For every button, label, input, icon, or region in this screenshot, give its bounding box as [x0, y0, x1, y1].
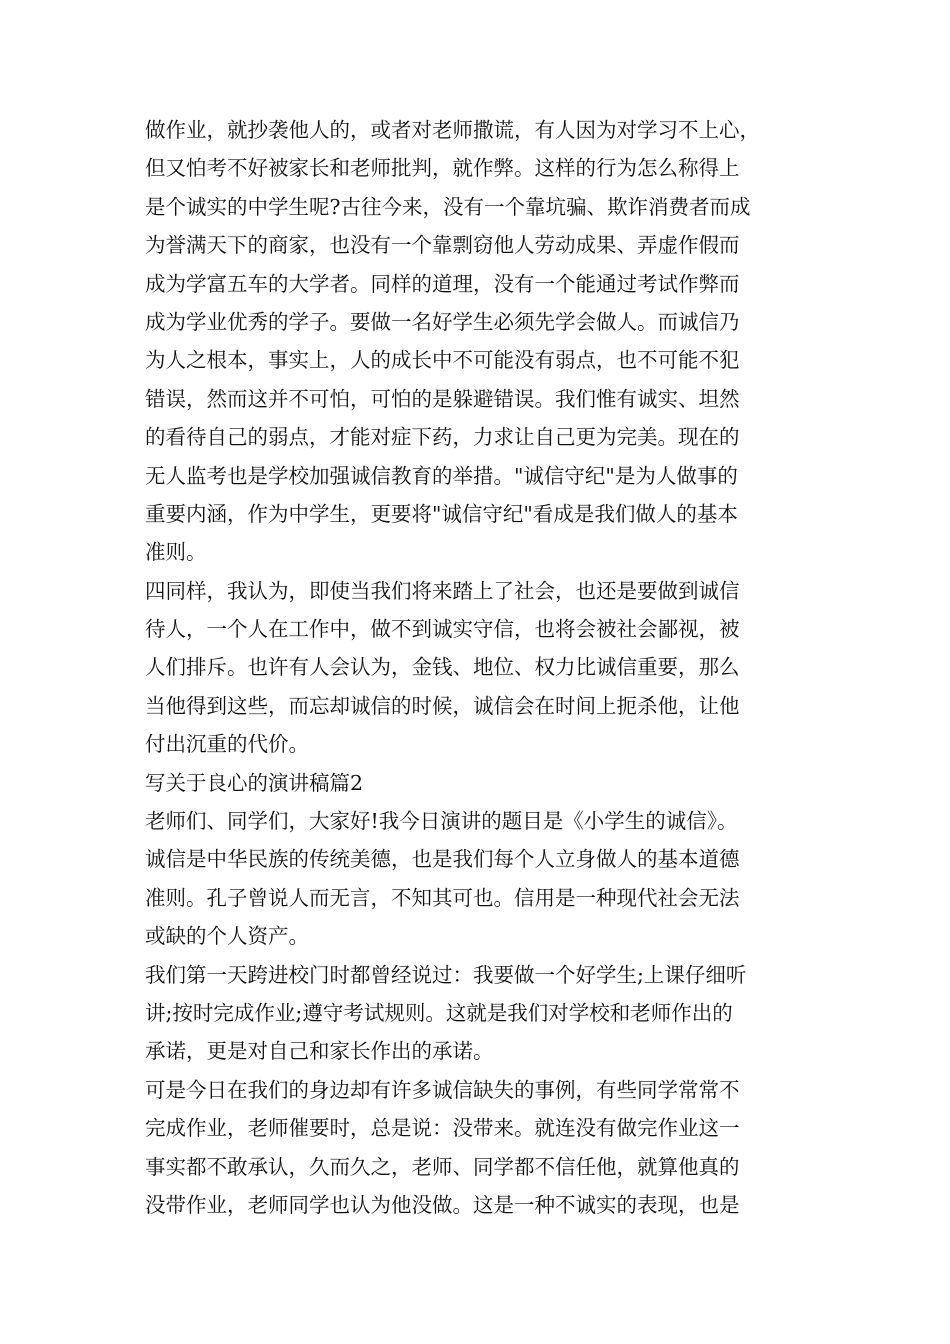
text-line: 我们第一天跨进校门时都曾经说过：我要做一个好学生;上课仔细听: [145, 962, 747, 987]
text-line: 讲;按时完成作业;遵守考试规则。这就是我们对学校和老师作出的: [145, 1000, 733, 1025]
text-line: 可是今日在我们的身边却有许多诚信缺失的事例，有些同学常常不: [145, 1077, 740, 1102]
text-line: 当他得到这些，而忘却诚信的时候，诚信会在时间上扼杀他，让他: [145, 693, 740, 718]
text-line: 无人监考也是学校加强诚信教育的举措。"诚信守纪"是为人做事的: [145, 463, 738, 488]
text-line: 没带作业，老师同学也认为他没做。这是一种不诚实的表现，也是: [145, 1192, 740, 1217]
text-line: 人们排斥。也许有人会认为，金钱、地位、权力比诚信重要，那么: [145, 655, 740, 680]
section-heading: 写关于良心的演讲稿篇2: [145, 770, 364, 795]
text-line: 四同样，我认为，即使当我们将来踏上了社会，也还是要做到诚信: [145, 578, 740, 603]
document-body: [145, 111, 815, 1224]
text-line: 付出沉重的代价。: [145, 732, 309, 757]
text-line: 完成作业，老师催要时，总是说：没带来。就连没有做完作业这一: [145, 1116, 740, 1141]
text-line: 事实都不敢承认，久而久之，老师、同学都不信任他，就算他真的: [145, 1154, 740, 1179]
text-line: 承诺，更是对自己和家长作出的承诺。: [145, 1039, 494, 1064]
text-line: 错误，然而这并不可怕，可怕的是躲避错误。我们惟有诚实、坦然: [145, 386, 740, 411]
text-line: 但又怕考不好被家长和老师批判，就作弊。这样的行为怎么称得上: [145, 156, 740, 181]
text-line: 成为学富五车的大学者。同样的道理，没有一个能通过考试作弊而: [145, 271, 740, 296]
text-line: 成为学业优秀的学子。要做一名好学生必须先学会做人。而诚信乃: [145, 309, 740, 334]
text-line: 准则。孔子曾说人而无言，不知其可也。信用是一种现代社会无法: [145, 885, 740, 910]
text-line: 为誉满天下的商家，也没有一个靠剽窃他人劳动成果、弄虚作假而: [145, 233, 740, 258]
text-line: 为人之根本，事实上，人的成长中不可能没有弱点，也不可能不犯: [145, 348, 740, 373]
text-line: 诚信是中华民族的传统美德，也是我们每个人立身做人的基本道德: [145, 847, 740, 872]
text-line: 待人，一个人在工作中，做不到诚实守信，也将会被社会鄙视，被: [145, 617, 740, 642]
text-line: 的看待自己的弱点，才能对症下药，力求让自己更为完美。现在的: [145, 425, 740, 450]
text-line: 老师们、同学们，大家好!我今日演讲的题目是《小学生的诚信》。: [145, 809, 738, 834]
text-line: 是个诚实的中学生呢?古往今来，没有一个靠坑骗、欺诈消费者而成: [145, 194, 751, 219]
text-line: 准则。: [145, 540, 207, 565]
text-line: 做作业，就抄袭他人的，或者对老师撒谎，有人因为对学习不上心，: [145, 118, 760, 142]
text-line: 重要内涵，作为中学生，更要将"诚信守纪"看成是我们做人的基本: [145, 501, 738, 526]
text-line: 或缺的个人资产。: [145, 924, 309, 949]
